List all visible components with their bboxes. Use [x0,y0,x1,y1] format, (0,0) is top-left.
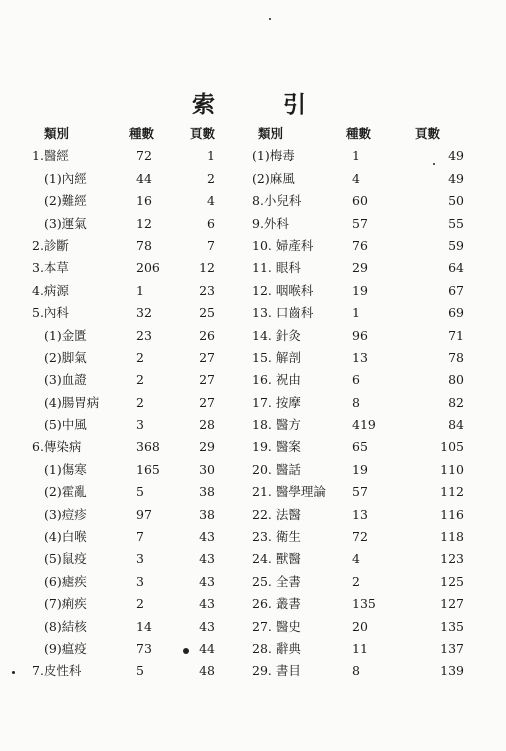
index-entry-row [252,213,488,235]
index-entry-row [26,257,234,279]
entry-kinds: 14 [136,618,152,634]
entry-category: 25. 全書 [252,573,301,589]
entry-page: 137 [440,640,464,656]
entry-kinds: 8 [352,663,360,679]
entry-kinds: 73 [136,640,152,656]
column-header-row [26,123,234,145]
index-column-right [252,123,488,683]
scan-speck [12,671,15,674]
entry-page: 7 [207,237,215,253]
scan-speck [433,163,435,165]
entry-page: 1 [207,148,215,164]
entry-category: 24. 獸醫 [252,551,301,567]
entry-kinds: 3 [136,417,144,433]
entry-kinds: 57 [352,215,368,231]
entry-category: 5.內科 [32,305,69,321]
entry-kinds: 4 [352,170,360,186]
index-entry-row [252,347,488,369]
index-entry-row [252,235,488,257]
entry-page: 135 [440,618,464,634]
entry-page: 49 [448,170,464,186]
index-entry-row [26,325,234,347]
entry-category: 16. 祝由 [252,372,301,388]
entry-kinds: 72 [352,529,368,545]
index-entry-row [26,302,234,324]
entry-kinds: 2 [136,596,144,612]
entry-category: (4)白喉 [44,529,87,545]
entry-kinds: 78 [136,237,152,253]
index-entry-row [26,616,234,638]
entry-page: 43 [199,618,215,634]
entry-kinds: 19 [352,461,368,477]
header-category: 類別 [258,126,284,141]
index-entry-row [26,571,234,593]
entry-page: 55 [448,215,464,231]
entry-category: (2)麻風 [252,170,295,186]
entry-category: 27. 醫史 [252,618,301,634]
index-entry-row [26,504,234,526]
entry-page: 80 [448,372,464,388]
entry-page: 27 [199,349,215,365]
entry-kinds: 3 [136,551,144,567]
entry-category: 18. 醫方 [252,417,301,433]
index-entry-row [26,526,234,548]
entry-category: (9)瘟疫 [44,640,87,656]
entry-category: (1)傷寒 [44,461,87,477]
entry-category: 22. 法醫 [252,506,301,522]
entry-category: 4.病源 [32,282,69,298]
entry-kinds: 57 [352,484,368,500]
entry-kinds: 76 [352,237,368,253]
index-entry-row [26,638,234,660]
entry-kinds: 72 [136,148,152,164]
entry-category: (3)血證 [44,372,87,388]
entry-category: 20. 醫話 [252,461,301,477]
index-entry-row [26,235,234,257]
entry-category: 28. 辭典 [252,640,301,656]
entry-page: 43 [199,551,215,567]
entry-kinds: 419 [352,417,376,433]
index-entry-row [26,459,234,481]
index-entry-row [252,616,488,638]
index-entry-row [26,280,234,302]
index-column-left [26,123,234,683]
entry-page: 71 [448,327,464,343]
entry-category: (3)痘疹 [44,506,87,522]
entry-category: (7)痢疾 [44,596,87,612]
entry-page: 43 [199,573,215,589]
entry-kinds: 1 [352,305,360,321]
entry-kinds: 19 [352,282,368,298]
index-entry-row [252,280,488,302]
entry-page: 29 [199,439,215,455]
scan-speck [183,648,189,654]
entry-page: 64 [448,260,464,276]
entry-category: 7.皮性科 [32,663,82,679]
entry-category: (6)瘧疾 [44,573,87,589]
entry-kinds: 4 [352,551,360,567]
entry-kinds: 7 [136,529,144,545]
entry-page: 43 [199,596,215,612]
entry-page: 23 [199,282,215,298]
entry-category: 10. 婦產科 [252,237,314,253]
entry-page: 139 [440,663,464,679]
entry-kinds: 1 [136,282,144,298]
index-entry-row [252,190,488,212]
entry-page: 50 [448,193,464,209]
entry-category: (2)霍亂 [44,484,87,500]
entry-page: 84 [448,417,464,433]
entry-kinds: 3 [136,573,144,589]
entry-category: 11. 眼科 [252,260,301,276]
index-entry-row [252,414,488,436]
entry-page: 44 [199,640,215,656]
header-pages: 頁數 [190,126,216,141]
index-entry-row [252,571,488,593]
index-entry-row [252,436,488,458]
entry-category: 6.傳染病 [32,439,82,455]
entry-page: 118 [440,529,464,545]
entry-kinds: 6 [352,372,360,388]
index-entry-row [26,414,234,436]
entry-kinds: 44 [136,170,152,186]
entry-page: 67 [448,282,464,298]
index-entry-row [26,593,234,615]
entry-kinds: 60 [352,193,368,209]
entry-kinds: 135 [352,596,376,612]
entry-category: (3)運氣 [44,215,87,231]
index-entry-row [252,526,488,548]
index-entry-row [252,481,488,503]
index-entry-row [26,436,234,458]
entry-category: 26. 叢書 [252,596,301,612]
index-entry-row [252,168,488,190]
index-entry-row [26,347,234,369]
entry-page: 26 [199,327,215,343]
entry-page: 78 [448,349,464,365]
entry-kinds: 5 [136,484,144,500]
entry-category: 3.本草 [32,260,69,276]
entry-page: 4 [207,193,215,209]
entry-kinds: 13 [352,506,368,522]
entry-category: (5)鼠疫 [44,551,87,567]
entry-category: 12. 咽喉科 [252,282,314,298]
index-entry-row [26,369,234,391]
entry-kinds: 65 [352,439,368,455]
entry-page: 2 [207,170,215,186]
entry-kinds: 97 [136,506,152,522]
scan-speck [269,18,271,20]
entry-page: 49 [448,148,464,164]
entry-category: 14. 針灸 [252,327,301,343]
entry-page: 30 [199,461,215,477]
entry-page: 48 [199,663,215,679]
header-kinds: 種數 [346,126,372,141]
entry-kinds: 12 [136,215,152,231]
index-entry-row [252,145,488,167]
entry-kinds: 2 [136,372,144,388]
entry-kinds: 13 [352,349,368,365]
entry-page: 38 [199,484,215,500]
entry-category: (1)梅毒 [252,148,295,164]
index-entry-row [26,660,234,682]
entry-page: 12 [199,260,215,276]
index-entry-row [252,392,488,414]
entry-page: 38 [199,506,215,522]
entry-category: 2.診斷 [32,237,69,253]
entry-page: 125 [440,573,464,589]
index-entry-row [26,168,234,190]
index-entry-row [252,593,488,615]
entry-kinds: 165 [136,461,160,477]
entry-page: 110 [440,461,464,477]
entry-page: 25 [199,305,215,321]
entry-category: (1)內經 [44,170,87,186]
entry-category: 19. 醫案 [252,439,301,455]
entry-kinds: 2 [352,573,360,589]
index-entry-row [252,660,488,682]
entry-page: 27 [199,372,215,388]
index-entry-row [252,459,488,481]
entry-kinds: 368 [136,439,160,455]
entry-page: 123 [440,551,464,567]
entry-kinds: 206 [136,260,160,276]
entry-category: (2)脚氣 [44,349,87,365]
entry-category: (5)中風 [44,417,87,433]
entry-category: (1)金匱 [44,327,87,343]
entry-kinds: 1 [352,148,360,164]
index-entry-row [252,257,488,279]
entry-page: 59 [448,237,464,253]
entry-page: 69 [448,305,464,321]
index-entry-row [26,481,234,503]
entry-category: (4)腸胃病 [44,394,100,410]
entry-kinds: 2 [136,349,144,365]
entry-category: 21. 醫學理論 [252,484,326,500]
index-entry-row [26,392,234,414]
index-entry-row [252,325,488,347]
header-kinds: 種數 [129,126,155,141]
entry-kinds: 16 [136,193,152,209]
entry-category: (8)結核 [44,618,87,634]
entry-kinds: 32 [136,305,152,321]
entry-kinds: 8 [352,394,360,410]
entry-kinds: 96 [352,327,368,343]
entry-category: 29. 書目 [252,663,301,679]
index-rows-left [26,145,234,682]
entry-page: 105 [440,439,464,455]
entry-page: 112 [440,484,464,500]
entry-category: 1.醫經 [32,148,69,164]
entry-category: (2)難經 [44,193,87,209]
index-entry-row [252,504,488,526]
entry-kinds: 29 [352,260,368,276]
entry-kinds: 11 [352,640,368,656]
entry-page: 27 [199,394,215,410]
entry-category: 13. 口齒科 [252,305,314,321]
index-rows-right [252,145,488,682]
entry-kinds: 20 [352,618,368,634]
entry-category: 8.小兒科 [252,193,302,209]
entry-kinds: 23 [136,327,152,343]
entry-kinds: 5 [136,663,144,679]
entry-kinds: 2 [136,394,144,410]
entry-category: 15. 解剖 [252,349,301,365]
entry-page: 116 [440,506,464,522]
index-entry-row [26,145,234,167]
entry-page: 6 [207,215,215,231]
entry-category: 17. 按摩 [252,394,301,410]
index-entry-row [252,369,488,391]
entry-category: 23. 衛生 [252,529,301,545]
entry-page: 43 [199,529,215,545]
index-entry-row [252,302,488,324]
index-entry-row [26,213,234,235]
header-category: 類別 [44,126,70,141]
index-entry-row [252,548,488,570]
index-entry-row [26,548,234,570]
entry-page: 82 [448,394,464,410]
header-pages: 頁數 [415,126,441,141]
index-entry-row [252,638,488,660]
column-header-row [252,123,488,145]
entry-page: 28 [199,417,215,433]
entry-category: 9.外科 [252,215,289,231]
entry-page: 127 [440,596,464,612]
page-title: 索 引 [191,91,336,118]
index-entry-row [26,190,234,212]
